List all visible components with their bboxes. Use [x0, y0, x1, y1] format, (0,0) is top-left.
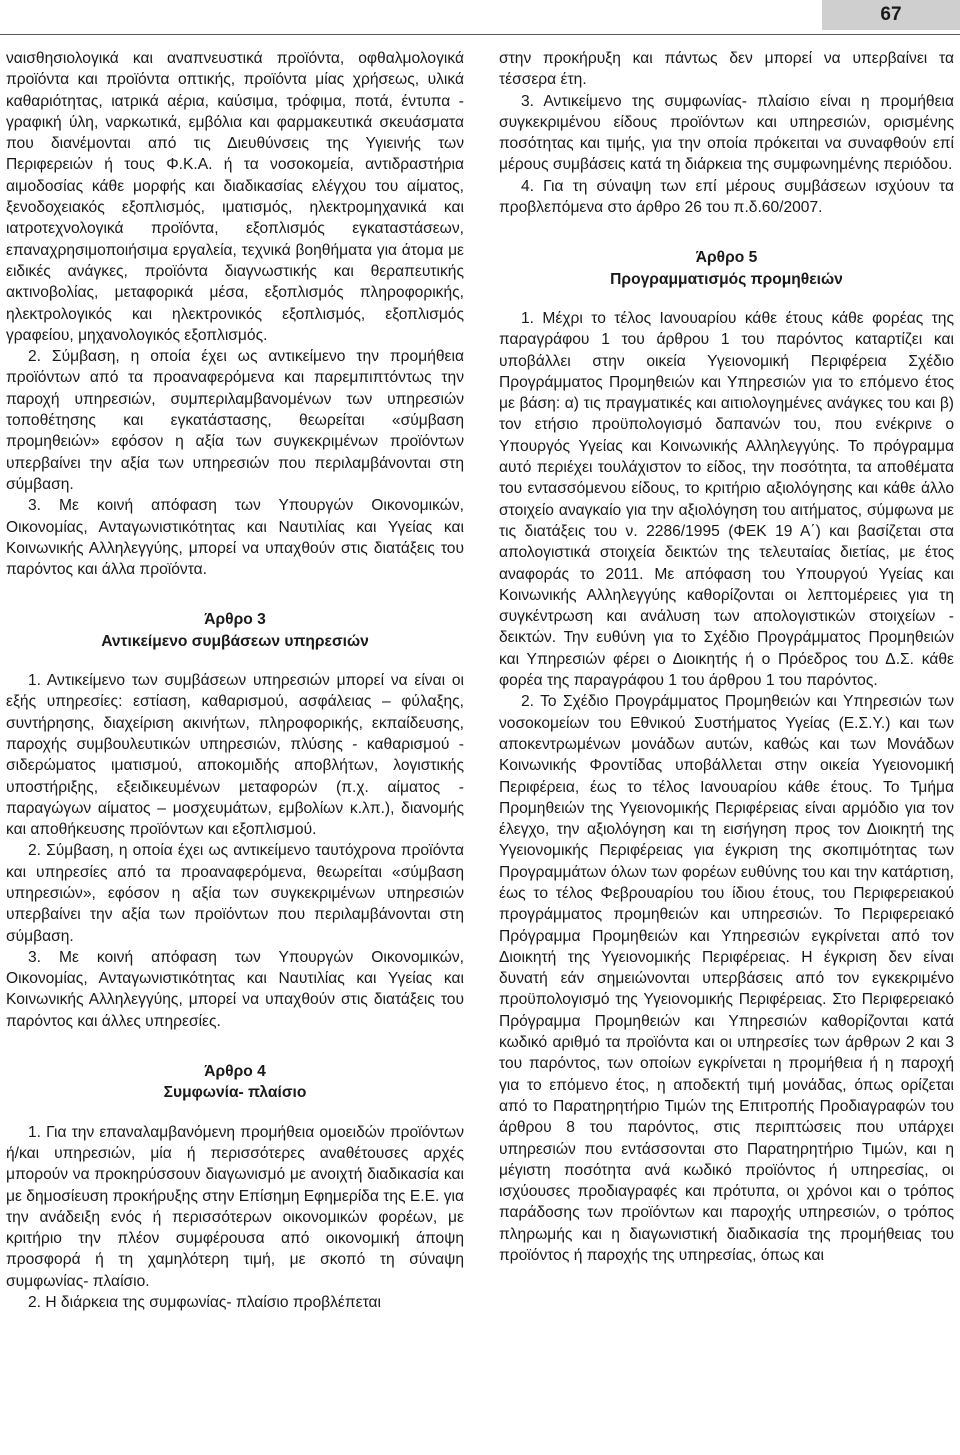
article-4-paragraph-1: 1. Για την επαναλαμβανόμενη προμήθεια ομοειδών προϊόντων ή/και υπηρεσιών, μία ή περισσότερες αναθέτουσες αρχές μπορούν να προκηρύσσουν διαγωνισμό με ανοιχτή διαδικασία και με δημοσίευση προκήρυξης στην Επίσημη Εφημερίδα της Ε.Ε. για την ανάδειξη ενός ή περισσότερων οικονομικών φορέων, με κριτήριο την πλέον συμφέρουσα από οικονομική άποψη προσφορά ή τη χαμηλότερη τιμή, με σκοπό τη σύναψη συμφωνίας- πλαίσιο.	[6, 1123, 464, 1290]
article-5-heading	[499, 247, 954, 290]
paragraph-3: 3. Με κοινή απόφαση των Υπουργών Οικονομικών, Οικονομίας, Ανταγωνιστικότητας και Ναυτιλίας και Υγείας και Κοινωνικής Αλληλεγγύης, μπορεί να υπαχθούν στις διατάξεις του παρόντος και άλλα προϊόντα.	[6, 497, 464, 579]
article-3-heading	[6, 609, 464, 652]
article-5-subtitle: Προγραμματισμός προμηθειών	[610, 270, 843, 288]
article-3-title: Άρθρο 3	[204, 611, 266, 629]
article-3-paragraph-1: 1. Αντικείμενο των συμβάσεων υπηρεσιών μπορεί να είναι οι εξής υπηρεσίες: εστίαση, καθαρισμού, ασφάλειας – φύλαξης, συντήρησης, διαχείριση ακινήτων, πληροφορικής, εκπαίδευσης, παροχής συμβουλευτικών υπηρεσιών, πλύσης - καθαρισμού - σιδερώματος ιματισμού, αποκομιδής αποβλήτων, λογιστικής υποστήριξης, εξειδικευμένων μεταφορών (π.χ. αίματος - παραγώγων αίματος – μοσχευμάτων, εμβολίων κ.λπ.), διανομής και αποθήκευσης προϊόντων και εξοπλισμού.	[6, 672, 464, 839]
article-3-paragraph-3: 3. Με κοινή απόφαση των Υπουργών Οικονομικών, Οικονομίας, Ανταγωνιστικότητας και Ναυτιλίας και Υγείας και Κοινωνικής Αλληλεγγύης, μπορεί να υπαχθούν στις διατάξεις του παρόντος και άλλες υπηρεσίες.	[6, 948, 464, 1030]
article-4-heading	[6, 1061, 464, 1104]
article-4-subtitle: Συμφωνία- πλαίσιο	[163, 1084, 307, 1102]
paragraph-2: 2. Σύμβαση, η οποία έχει ως αντικείμενο την προμήθεια προϊόντων από τα προαναφερόμενα και παρεμπιπτόντως την παροχή υπηρεσιών, συμπεριλαμβανομένων των υπηρεσιών τοποθέτησης και εγκατάστασης, θεωρείται «σύμβαση προμηθειών» εφόσον η αξία των συγκεκριμένων προϊόντων υπερβαίνει την αξία των υπηρεσιών που περιλαμβάνονται στη σύμβαση.	[6, 348, 464, 493]
article-3-paragraph-2: 2. Σύμβαση, η οποία έχει ως αντικείμενο ταυτόχρονα προϊόντα και υπηρεσίες από τα προαναφερόμενα, θεωρείται «σύμβαση υπηρεσιών», εφόσον η αξία των συγκεκριμένων υπηρεσιών υπερβαίνει την αξία των προϊόντων που περιλαμβάνονται στη σύμβαση.	[6, 842, 464, 945]
article-4-paragraph-3: 3. Αντικείμενο της συμφωνίας- πλαίσιο είναι η προμήθεια συγκεκριμένου είδους προϊόντων και υπηρεσιών, ορισμένης ποσότητας και τιμής, για την οποία πρόκειται να συναφθούν επί μέρους συμβάσεις κατά τη διάρκεια της συμφωνημένης περιόδου.	[499, 92, 954, 174]
article-4-paragraph-4: 4. Για τη σύναψη των επί μέρους συμβάσεων ισχύουν τα προβλεπόμενα στο άρθρο 26 του π.δ.60/2007.	[499, 177, 954, 217]
article-4-title: Άρθρο 4	[204, 1063, 266, 1081]
paragraph-continuation: ναισθησιολογικά και αναπνευστικά προϊόντα, οφθαλμολογικά προϊόντα και προϊόντα οπτικής, προϊόντα μίας χρήσεως, υλικά καθαριότητας, ιατρικά αέρια, καύσιμα, τρόφιμα, ποτά, έντυπα - γραφική ύλη, ναρκωτικά, εμβόλια και φαρμακευτικά σκευάσματα που διανέμονται από τις Διευθύνσεις της Υγιεινής των Περιφερειών ή τους Φ.Κ.Α. ή τα νοσοκομεία, αντιδραστήρια αιμοδοσίας κάθε μορφής και διαδικασίας ελέγχου του αίματος, ξενοδοχειακός εξοπλισμός, ιματισμός, ηλεκτρομηχανικά και ιατροτεχνολογικά προϊόντα, εξοπλισμός εγκαταστάσεων, επαναχρησιμοποιήσιμα εργαλεία, τεχνικά βοηθήματα για άτομα με ειδικές ανάγκες, προϊόντα διαγνωστικής και θεραπευτικής ακτινοβολίας, μεταφορικά μέσα, εξοπλισμός πληροφορικής, ηλεκτρολογικός και ηλεκτρονικός εξοπλισμός, εξοπλισμός γραφείου, μηχανολογικός εξοπλισμός.	[6, 50, 464, 344]
left-column	[6, 48, 464, 1313]
article-3-subtitle: Αντικείμενο συμβάσεων υπηρεσιών	[101, 632, 369, 650]
article-5-paragraph-2: 2. Το Σχέδιο Προγράμματος Προμηθειών και Υπηρεσιών των νοσοκομείων του Εθνικού Συστήματος Υγείας (Ε.Σ.Υ.) και των αποκεντρωμένων μονάδων αυτών, καθώς και των Μονάδων Κοινωνικής Φροντίδας υποβάλλεται στην οικεία Υγειονομική Περιφέρεια, έως το τέλος Ιανουαρίου κάθε έτους. Το Τμήμα Προμηθειών της Υγειονομικής Περιφέρειας είναι αρμόδιο για τον έλεγχο, την αξιολόγηση και τη εισήγηση προς τον Διοικητή της Υγειονομικής Περιφέρειας για έγκριση της σκοπιμότητας των Προγραμμάτων όλων των φορέων ευθύνης του και την κατάρτιση, έως το τέλος Φεβρουαρίου του ίδιου έτους, του Περιφερειακού προγράμματος προμηθειών και υπηρεσιών. Το Περιφερειακό Πρόγραμμα Προμηθειών και Υπηρεσιών εγκρίνεται από τον Διοικητή της Υγειονομικής Περιφέρειας. Η έγκριση δεν είναι δυνατή εάν σημειώνονται υπερβάσεις από τον εγκεκριμένο προϋπολογισμό της Υγειονομικής Περιφέρειας. Στο Περιφερειακό Πρόγραμμα Προμηθειών και Υπηρεσιών καθορίζονται κατά κωδικό αριθμό τα προϊόντα και οι υπηρεσίες των άρθρων 2 και 3 του παρόντος, των οποίων εγκρίνεται η προμήθεια ή η παροχή για το επόμενο έτος, η αποδεκτή τιμή μονάδας, όπως ορίζεται από το Παρατηρητήριο Τιμών της Επιτροπής Προδιαγραφών του άρθρου 8 του παρόντος, στις περιπτώσεις που υπάρχει υπηρεσιών που εντάσσονται στο Παρατηρητήριο Τιμών, και η μέγιστη ποσότητα ανά κωδικό προϊόντος ή υπηρεσίας, οι ισχύουσες προδιαγραφές και πρότυπα, οι χρόνοι και ο τρόπος παράδοσης των προϊόντων και παροχής υπηρεσιών, ο τρόπος πληρωμής και η διαγωνιστική διαδικασία της προμήθειας του προϊόντος ή παροχής της υπηρεσίας, όπως και	[499, 693, 954, 1265]
paragraph-continuation: στην προκήρυξη και πάντως δεν μπορεί να υπερβαίνει τα τέσσερα έτη.	[499, 50, 954, 89]
right-column	[499, 48, 954, 1266]
page-number: 67	[822, 0, 960, 30]
article-5-title: Άρθρο 5	[695, 249, 758, 267]
article-4-paragraph-2: 2. Η διάρκεια της συμφωνίας- πλαίσιο προβλέπεται	[28, 1294, 381, 1312]
article-5-paragraph-1: 1. Μέχρι το τέλος Ιανουαρίου κάθε έτους κάθε φορέας της παραγράφου 1 του άρθρου 1 του παρόντος καταρτίζει και υποβάλλει στην οικεία Υγειονομική Περιφέρεια Σχέδιο Προγράμματος Προμηθειών και Υπηρεσιών για το επόμενο έτος με βάση: α) τις πραγματικές και αιτιολογημένες ανάγκες του και β) τον ετήσιο προϋπολογισμό δαπανών του, που ενέκρινε ο Υπουργός Υγείας και Κοινωνικής Αλληλεγγύης. Το πρόγραμμα αυτό περιέχει τουλάχιστον το είδος, την ποσότητα, τα αποθέματα του εντασσόμενου είδους, το κριτήριο αξιολόγησης και κάθε άλλο στοιχείο αναγκαίο για την αξιολόγηση του αιτήματος, σύμφωνα με τις διατάξεις του ν. 2286/1995 (ΦΕΚ 19 Α΄) και βασίζεται στα απολογιστικά στοιχεία δεικτών της τελευταίας διετίας, με έτος αναφοράς το 2011. Με απόφαση του Υπουργού Υγείας και Κοινωνικής Αλληλεγγύης καθορίζονται οι λεπτομέρειες για τη συγκέντρωση και ανάλυση των απολογιστικών στοιχείων - δεικτών. Την ευθύνη για το Σχέδιο Προγράμματος Προμηθειών και Υπηρεσιών φέρει ο Διοικητής ή ο Πρόεδρος του Δ.Σ. κάθε φορέα της παραγράφου 1 του άρθρου 1 του παρόντος.	[499, 309, 954, 690]
header-rule	[0, 34, 960, 35]
